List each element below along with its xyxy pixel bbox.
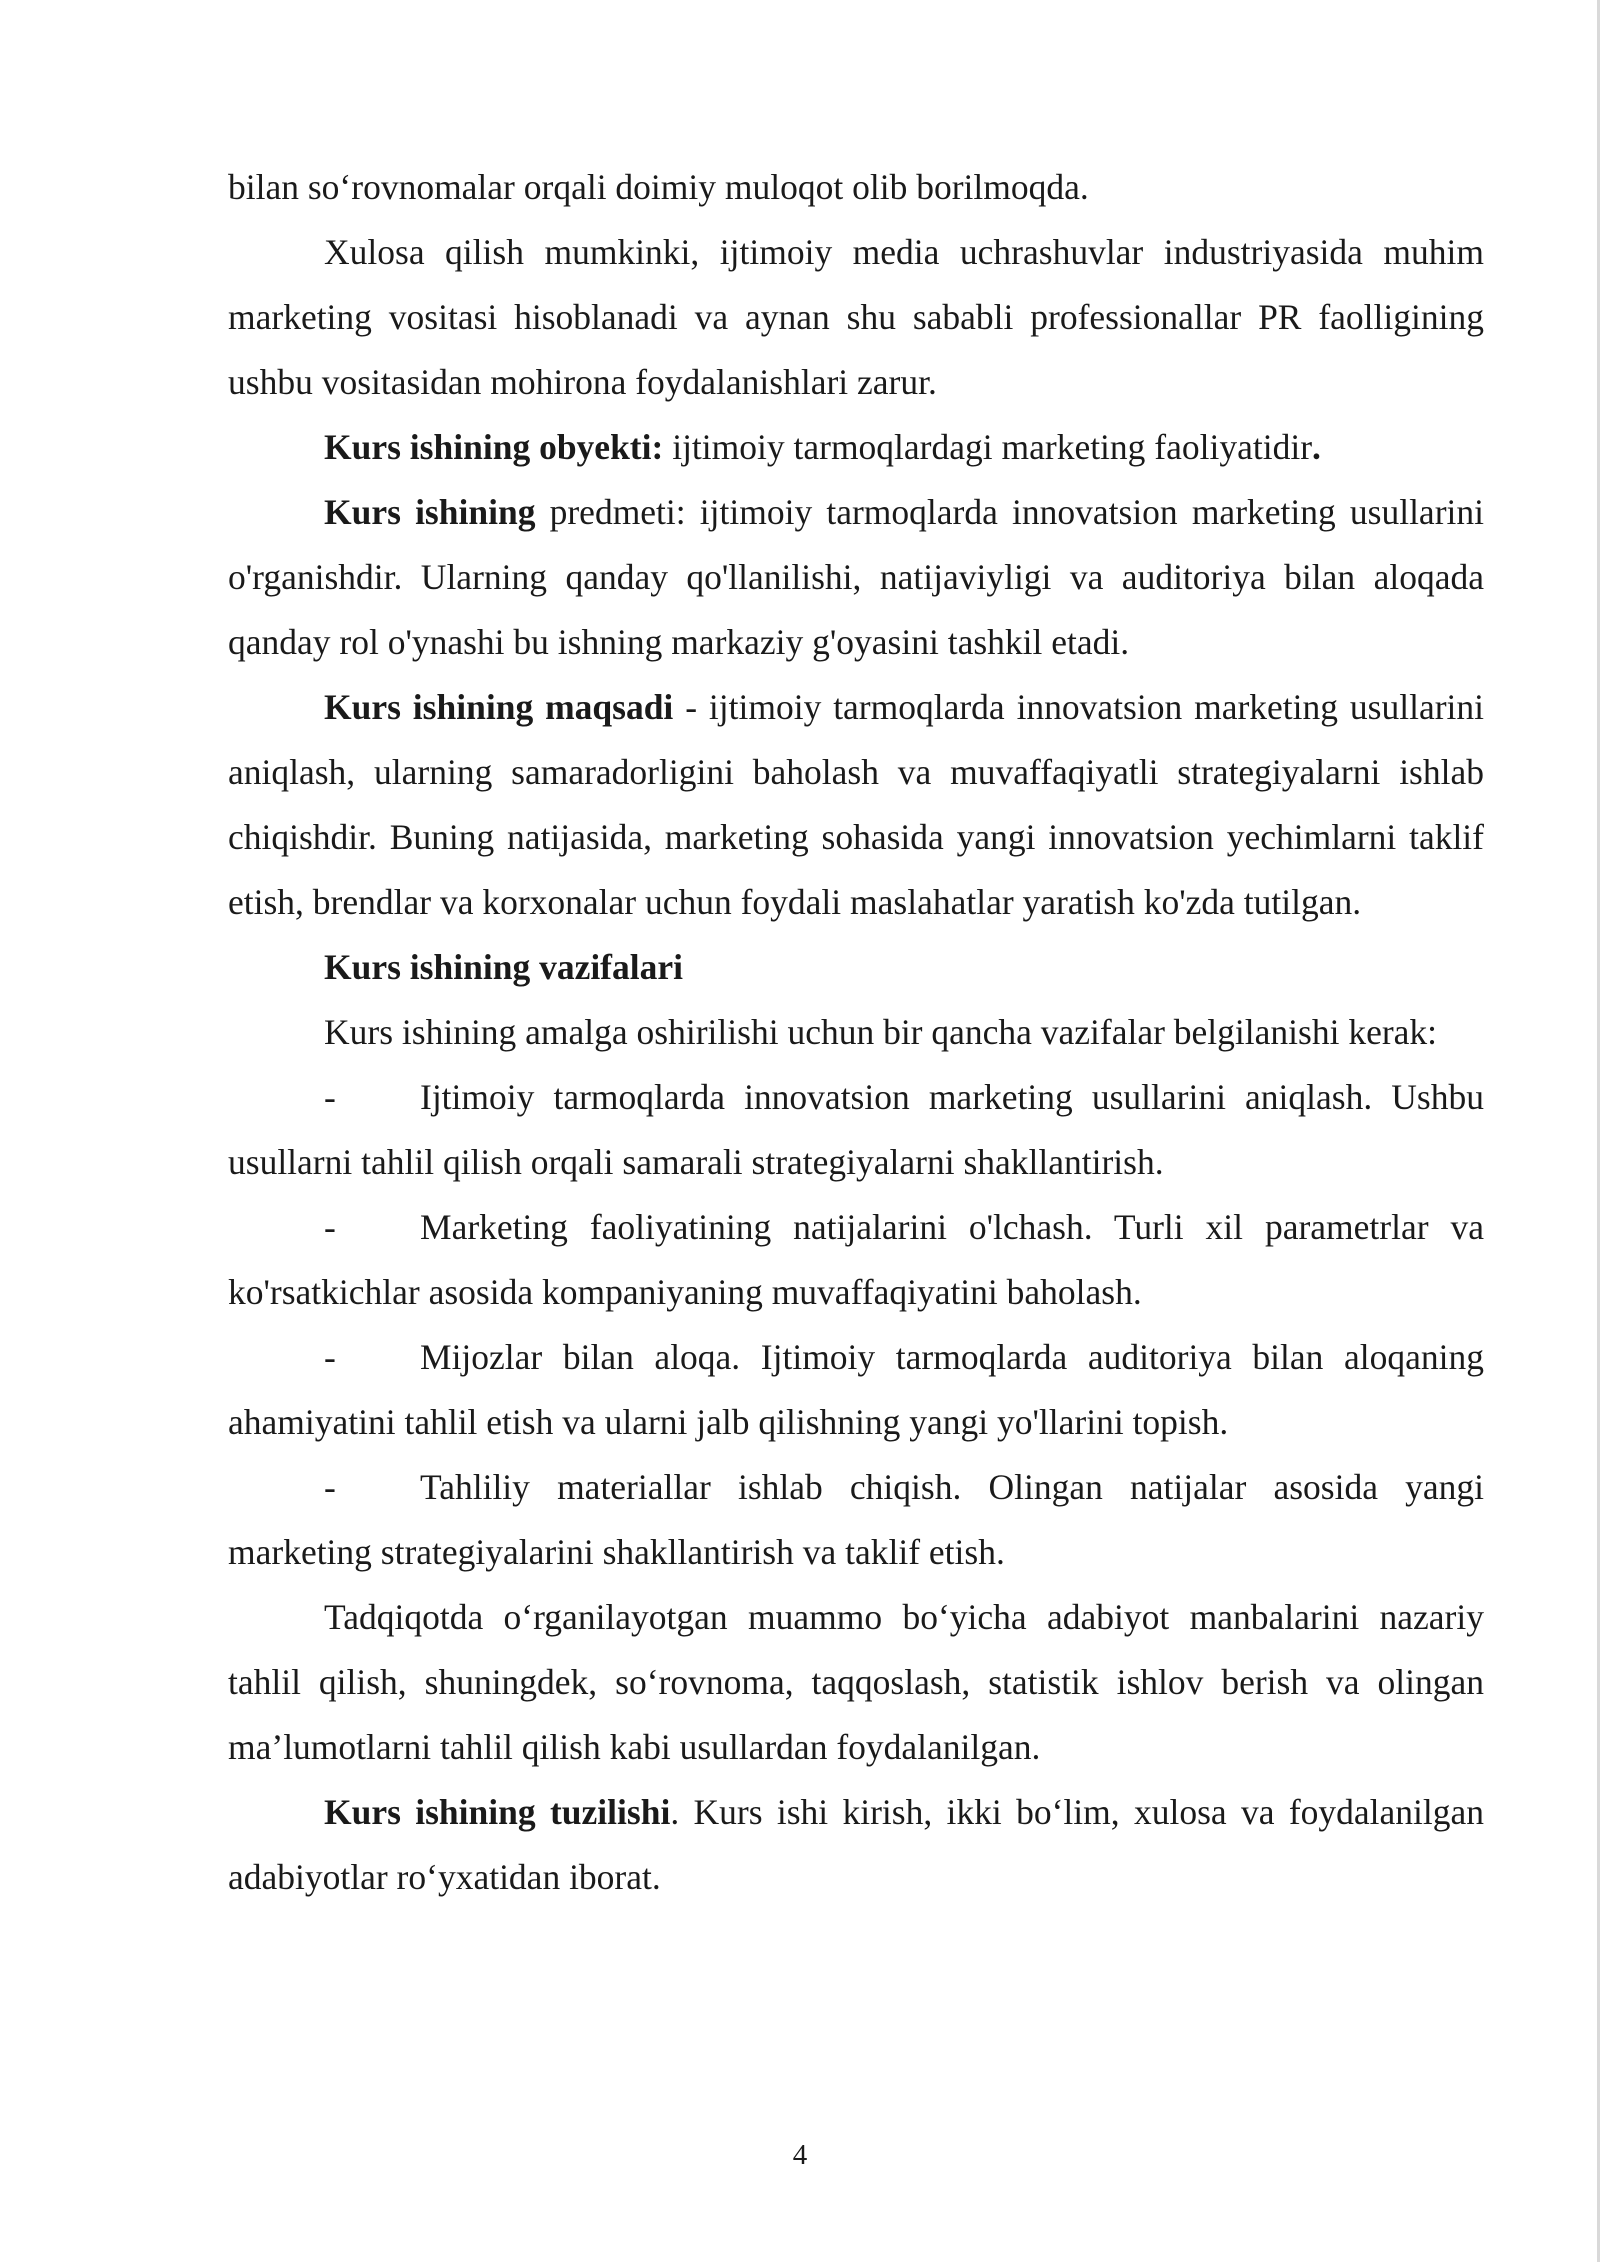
task-text: Ijtimoiy tarmoqlarda innovatsion marketing usullarini aniqlash. Ushbu usullarni tahlil qilish orqali samarali strategiyalarni shakllantirish. [228,1077,1484,1182]
subject-text: predmeti: ijtimoiy tarmoqlarda innovatsion marketing usullarini o'rganishdir. Ularning qanday qo'llanilishi, natijaviyligi va auditoriya bilan aloqada qanday rol o'ynashi bu ishning markaziy g'oyasini tashkil etadi. [228,492,1484,662]
paragraph-structure [228,1780,1484,1910]
paragraph-goal [228,675,1484,935]
paragraph-subject [228,480,1484,675]
structure-label: Kurs ishining tuzilishi [324,1792,671,1832]
paragraph-continuation: bilan so‘rovnomalar orqali doimiy muloqot olib borilmoqda. [228,167,1089,207]
object-period: . [1312,427,1321,467]
task-item [228,1195,1484,1325]
paragraph-methods: Tadqiqotda o‘rganilayotgan muammo bo‘yicha adabiyot manbalarini nazariy tahlil qilish, shuningdek, so‘rovnoma, taqqoslash, statistik ishlov berish va olingan ma’lumotlarni tahlil qilish kabi usullardan foydalanilgan. [228,1597,1484,1767]
goal-label: Kurs ishining maqsadi [324,687,674,727]
task-item [228,1455,1484,1585]
subject-label: Kurs ishining [324,492,536,532]
tasks-intro: Kurs ishining amalga oshirilishi uchun bir qancha vazifalar belgilanishi kerak: [324,1012,1438,1052]
dash-bullet: - [324,1467,336,1507]
task-item [228,1065,1484,1195]
tasks-heading: Kurs ishining vazifalari [324,947,683,987]
body-text [228,155,1484,1910]
dash-bullet: - [324,1077,336,1117]
goal-text: - ijtimoiy tarmoqlarda innovatsion marketing usullarini aniqlash, ularning samaradorligini baholash va muvaffaqiyatli strategiyalarni ishlab chiqishdir. Buning natijasida, marketing sohasida yangi innovatsion yechimlarni taklif etish, brendlar va korxonalar uchun foydali maslahatlar yaratish ko'zda tutilgan. [228,687,1484,922]
object-text: ijtimoiy tarmoqlardagi marketing faoliyatidir [663,427,1313,467]
dash-bullet: - [324,1207,336,1247]
structure-text: . Kurs ishi kirish, ikki bo‘lim, xulosa va foydalanilgan adabiyotlar ro‘yxatidan iborat. [228,1792,1484,1897]
paragraph-object [228,415,1484,480]
object-label: Kurs ishining obyekti: [324,427,664,467]
task-text: Tahliliy materiallar ishlab chiqish. Olingan natijalar asosida yangi marketing strategiyalarini shakllantirish va taklif etish. [228,1467,1484,1572]
dash-bullet: - [324,1337,336,1377]
paragraph-conclusion: Xulosa qilish mumkinki, ijtimoiy media uchrashuvlar industriyasida muhim marketing vositasi hisoblanadi va aynan shu sababli professionallar PR faolligining ushbu vositasidan mohirona foydalanishlari zarur. [228,232,1484,402]
task-text: Marketing faoliyatining natijalarini o'lchash. Turli xil parametrlar va ko'rsatkichlar asosida kompaniyaning muvaffaqiyatini baholash. [228,1207,1484,1312]
task-item [228,1325,1484,1455]
task-text: Mijozlar bilan aloqa. Ijtimoiy tarmoqlarda auditoriya bilan aloqaning ahamiyatini tahlil etish va ularni jalb qilishning yangi yo'llarini topish. [228,1337,1484,1442]
page-number: 4 [792,2139,808,2171]
